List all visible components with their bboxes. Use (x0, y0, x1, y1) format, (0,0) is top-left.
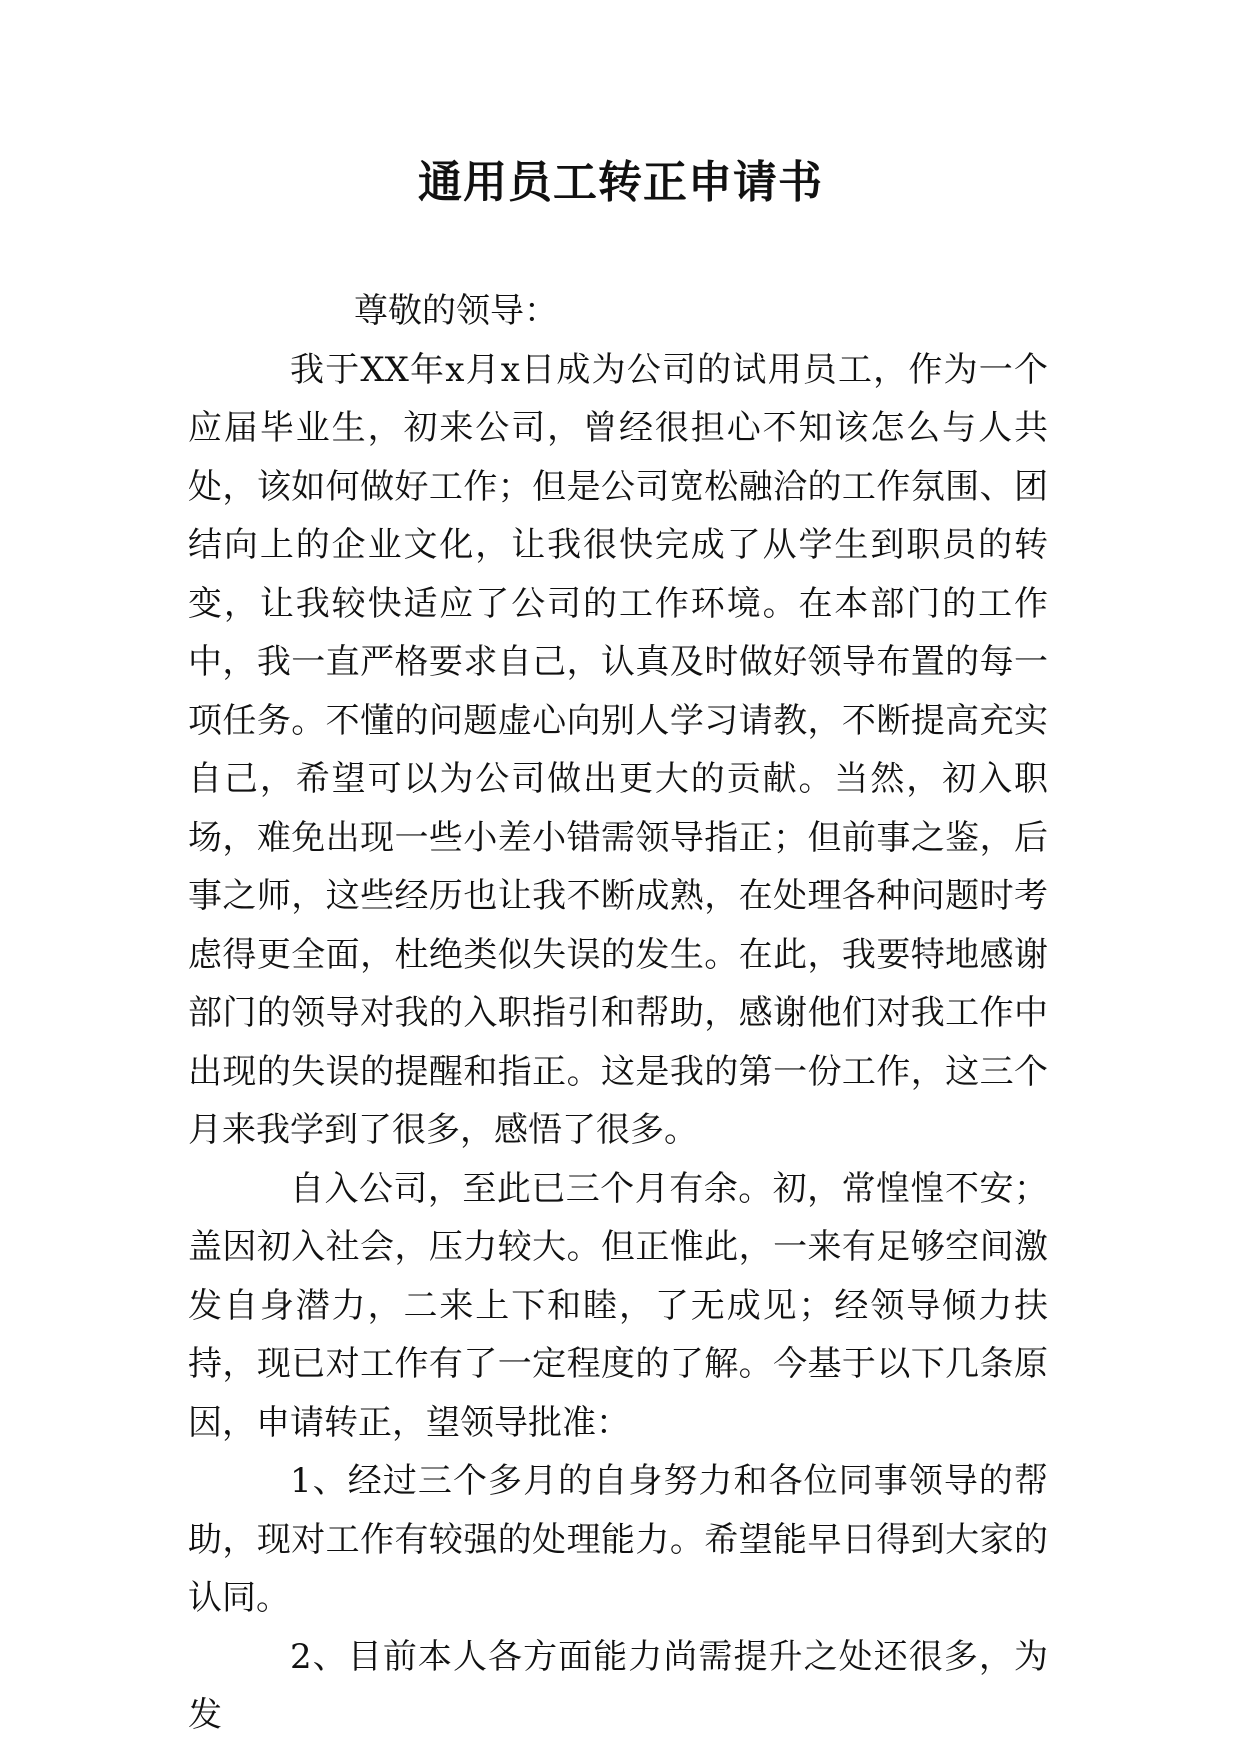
paragraph-application-reason: 自入公司，至此已三个月有余。初，常惶惶不安；盖因初入社会，压力较大。但正惟此，一来有足够空间激发自身潜力，二来上下和睦，了无成见；经领导倾力扶持，现已对工作有了一定程度的了解。今基于以下几条原因，申请转正，望领导批准： (188, 1168, 1048, 1443)
paragraph-probation-intro: 我于XX年x月x日成为公司的试用员工，作为一个应届毕业生，初来公司，曾经很担心不知该怎么与人共处，该如何做好工作；但是公司宽松融洽的工作氛围、团结向上的企业文化，让我很快完成了从学生到职员的转变，让我较快适应了公司的工作环境。在本部门的工作中，我一直严格要求自己，认真及时做好领导布置的每一项任务。不懂的问题虚心向别人学习请教，不断提高充实自己，希望可以为公司做出更大的贡献。当然，初入职场，难免出现一些小差小错需领导指正；但前事之鉴，后事之师，这些经历也让我不断成熟，在处理各种问题时考虑得更全面，杜绝类似失误的发生。在此，我要特地感谢部门的领导对我的入职指引和帮助，感谢他们对我工作中出现的失误的提醒和指正。这是我的第一份工作，这三个月来我学到了很多，感悟了很多。 (188, 349, 1048, 1150)
document-title: 通用员工转正申请书 (418, 157, 823, 208)
document-body (188, 282, 1048, 1745)
paragraph-reason-2: 2、目前本人各方面能力尚需提升之处还很多，为发 (188, 1636, 1048, 1735)
paragraph-reason-1: 1、经过三个多月的自身努力和各位同事领导的帮助，现对工作有较强的处理能力。希望能早日得到大家的认同。 (188, 1461, 1048, 1618)
salutation: 尊敬的领导： (354, 291, 558, 331)
